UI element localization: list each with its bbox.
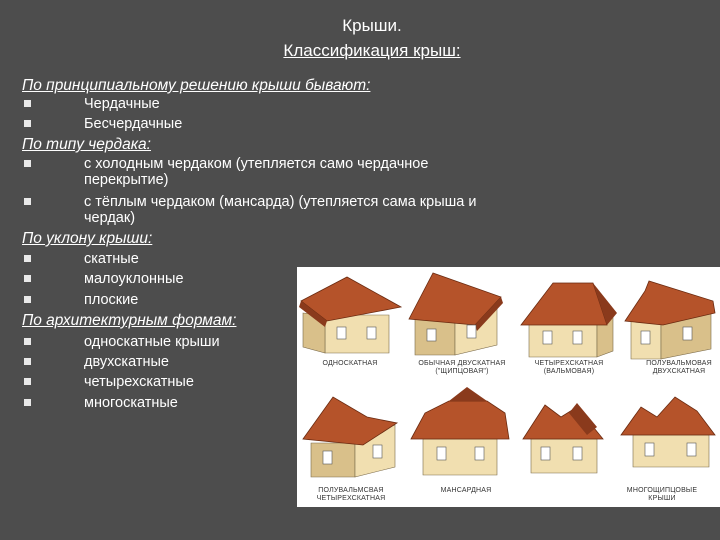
list-item: с тёплым чердаком (мансарда) (утепляется сама крыша и чердак) [24, 194, 684, 226]
house-half-hip [625, 281, 715, 359]
house-single-pitch [299, 277, 401, 353]
list-item: с холодным чердаком (утепляется само чердачное перекрытие) [24, 156, 684, 188]
list-item: двухскатные [24, 354, 274, 370]
list-item: Бесчердачные [24, 116, 624, 132]
house-gable [409, 273, 503, 355]
list-item: плоские [24, 292, 274, 308]
bullet-icon [24, 338, 31, 345]
bullet-icon [24, 399, 31, 406]
bullet-icon [24, 358, 31, 365]
bullet-icon [24, 160, 31, 167]
house-hip [521, 283, 617, 357]
list-item: многоскатные [24, 395, 274, 411]
roof-types-illustration [297, 267, 720, 507]
caption-multi-gable: МНОГОЩИПЦОВЫЕ КРЫШИ [626, 487, 698, 502]
page-title: Крыши. [342, 16, 402, 35]
house-multi-gable [523, 397, 715, 473]
page-subtitle: Классификация крыш: [283, 41, 461, 60]
bullet-icon [24, 275, 31, 282]
house-mansard [411, 387, 509, 475]
list-item: скатные [24, 251, 274, 267]
bullet-icon [24, 100, 31, 107]
bullet-icon [24, 296, 31, 303]
bullet-icon [24, 198, 31, 205]
section-heading-slope: По уклону крыши: [22, 230, 153, 247]
bullet-icon [24, 378, 31, 385]
house-half-hip-four-pitch [303, 397, 397, 477]
caption-half-hip: ПОЛУВАЛЬМОВАЯ ДВУХСКАТНАЯ [646, 360, 712, 375]
roof-types-drawing [297, 267, 720, 507]
section-heading-principle: По принципиальному решению крыши бывают: [22, 77, 371, 94]
caption-mansard: МАНСАРДНАЯ [440, 487, 492, 494]
bullet-icon [24, 255, 31, 262]
caption-half-hip-four-pitch: ПОЛУВАЛЬМСВАЯ ЧЕТЫРЕХСКАТНАЯ [316, 487, 386, 502]
caption-single-pitch: ОДНОСКАТНАЯ [322, 360, 378, 367]
section-heading-architecture: По архитектурным формам: [22, 312, 237, 329]
caption-gable: ОБЫЧНАЯ ДВУСКАТНАЯ ("ЩИПЦОВАЯ") [418, 360, 506, 375]
list-item: малоуклонные [24, 271, 274, 287]
bullet-icon [24, 120, 31, 127]
section-heading-attic-type: По типу чердака: [22, 136, 151, 153]
list-item: Чердачные [24, 96, 624, 112]
list-item: четырехскатные [24, 374, 274, 390]
caption-hip: ЧЕТЫРЕХСКАТНАЯ (ВАЛЬМОВАЯ) [534, 360, 604, 375]
list-item: односкатные крыши [24, 334, 274, 350]
